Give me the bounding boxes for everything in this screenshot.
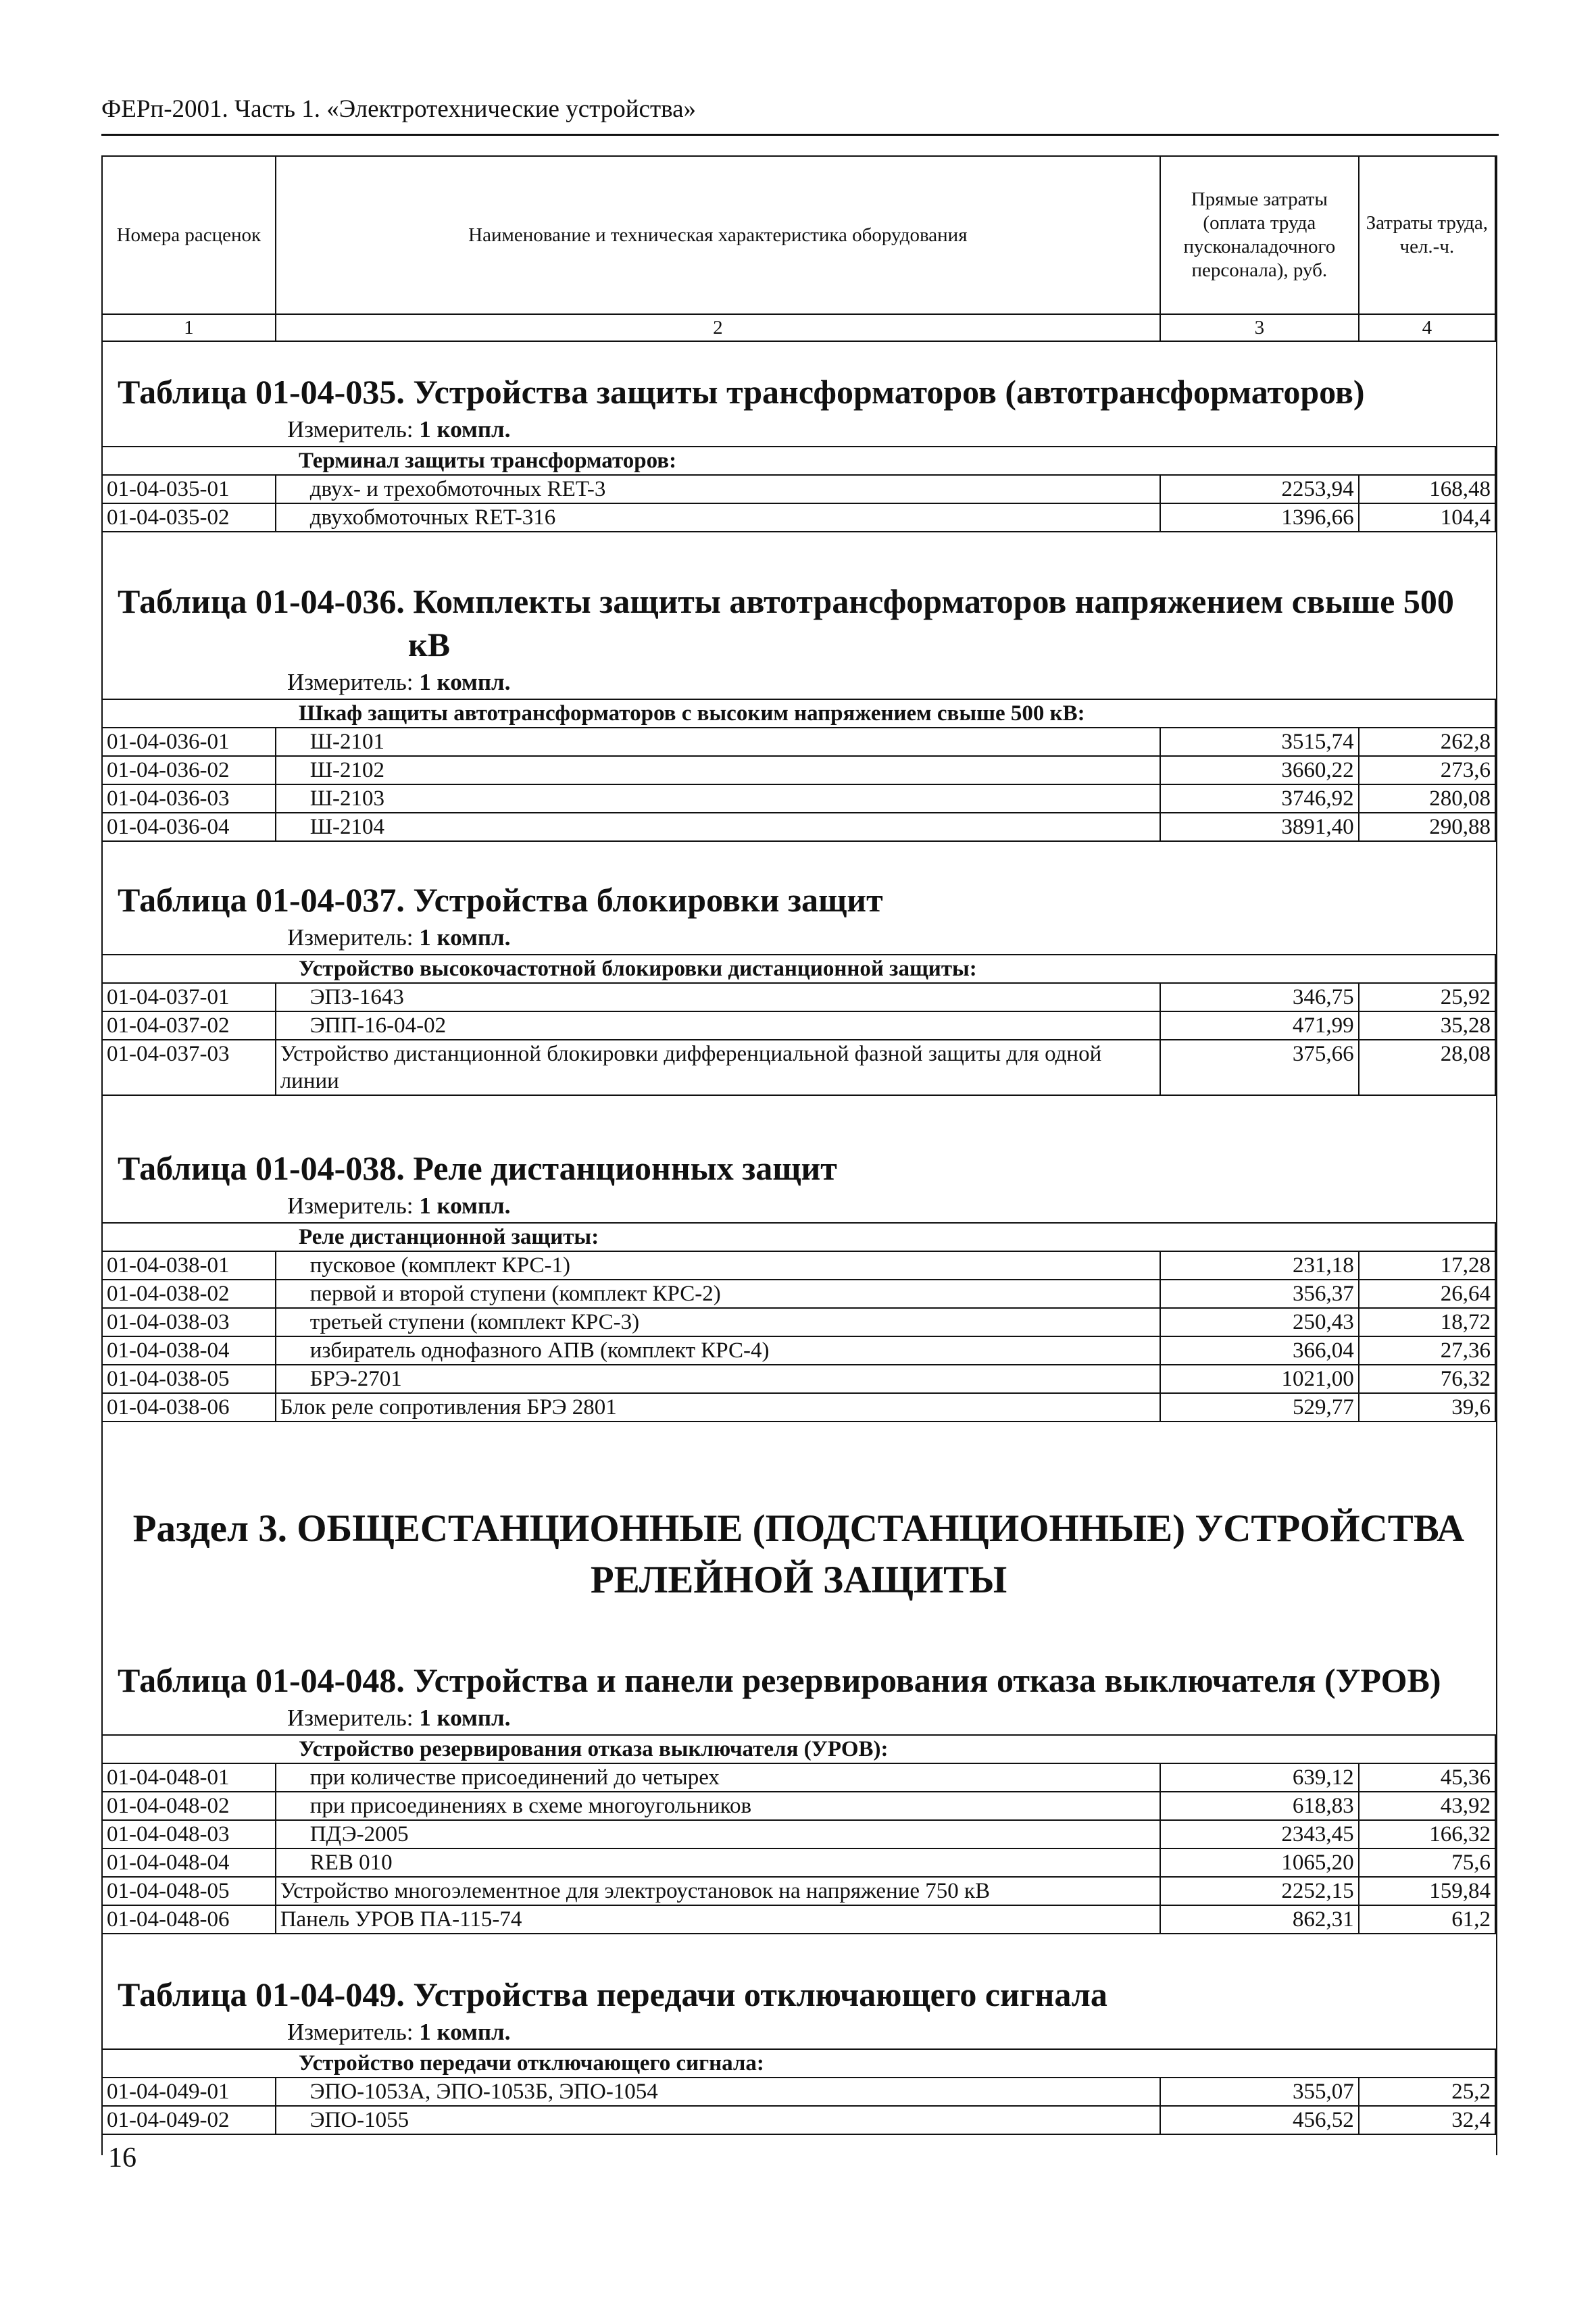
direct-cost: 456,52 — [1160, 2106, 1359, 2134]
table-section — [101, 1659, 1496, 1934]
equipment-name: Блок реле сопротивления БРЭ 2801 — [276, 1393, 1160, 1422]
table-row — [102, 2106, 1495, 2134]
direct-cost: 3891,40 — [1160, 813, 1359, 841]
measure-label: Измеритель: — [287, 1192, 414, 1219]
group-heading: Устройство резервирования отказа выключателя (УРОВ): — [102, 1735, 1495, 1763]
direct-cost: 3660,22 — [1160, 756, 1359, 784]
direct-cost: 366,04 — [1160, 1336, 1359, 1365]
equipment-name: Ш-2102 — [276, 756, 1160, 784]
column-header-table — [101, 155, 1496, 342]
equipment-name: Панель УРОВ ПА-115-74 — [276, 1905, 1160, 1934]
direct-cost: 3515,74 — [1160, 728, 1359, 756]
measure-label: Измеритель: — [287, 416, 414, 443]
equipment-name: третьей ступени (комплект КРС-3) — [276, 1308, 1160, 1336]
rate-code: 01-04-037-03 — [102, 1040, 276, 1095]
table-row — [102, 813, 1495, 841]
rate-code: 01-04-035-02 — [102, 503, 276, 532]
labor-cost: 166,32 — [1359, 1820, 1495, 1848]
rates-table — [101, 699, 1496, 842]
table-title — [118, 370, 1496, 413]
column-number-3: 3 — [1160, 314, 1359, 341]
labor-cost: 27,36 — [1359, 1336, 1495, 1365]
rates-table — [101, 1734, 1496, 1934]
labor-cost: 17,28 — [1359, 1251, 1495, 1280]
table-row — [102, 503, 1495, 532]
direct-cost: 862,31 — [1160, 1905, 1359, 1934]
measure-label: Измеритель: — [287, 924, 414, 951]
equipment-name: при количестве присоединений до четырех — [276, 1763, 1160, 1792]
table-row — [102, 1763, 1495, 1792]
table-row — [102, 1905, 1495, 1934]
direct-cost: 250,43 — [1160, 1308, 1359, 1336]
direct-cost: 2343,45 — [1160, 1820, 1359, 1848]
table-title-text: Таблица 01-04-035. Устройства защиты трансформаторов (автотрансформаторов) — [118, 373, 1365, 411]
equipment-name: первой и второй ступени (комплект КРС-2) — [276, 1280, 1160, 1308]
table-section — [101, 878, 1496, 1096]
rate-code: 01-04-038-06 — [102, 1393, 276, 1422]
rate-code: 01-04-038-02 — [102, 1280, 276, 1308]
table-row — [102, 728, 1495, 756]
group-heading: Устройство высокочастотной блокировки дистанционной защиты: — [102, 955, 1495, 983]
equipment-name: двух- и трехобмоточных RET-3 — [276, 475, 1160, 503]
direct-cost: 355,07 — [1160, 2078, 1359, 2106]
rate-code: 01-04-036-03 — [102, 784, 276, 813]
labor-cost: 25,92 — [1359, 983, 1495, 1011]
measure-unit — [287, 666, 1496, 699]
direct-cost: 346,75 — [1160, 983, 1359, 1011]
table-title-text: Таблица 01-04-048. Устройства и панели резервирования отказа выключателя (УРОВ) — [118, 1661, 1441, 1699]
direct-cost: 1021,00 — [1160, 1365, 1359, 1393]
equipment-name: пусковое (комплект КРС-1) — [276, 1251, 1160, 1280]
rate-code: 01-04-038-05 — [102, 1365, 276, 1393]
section-heading-line-1: Раздел 3. ОБЩЕСТАНЦИОННЫЕ (ПОДСТАНЦИОННЫЕ) УСТРОЙСТВА — [132, 1507, 1465, 1550]
table-row — [102, 1040, 1495, 1095]
table-title — [118, 580, 1496, 666]
rate-code: 01-04-048-03 — [102, 1820, 276, 1848]
measure-unit — [287, 413, 1496, 446]
direct-cost: 529,77 — [1160, 1393, 1359, 1422]
group-row — [102, 955, 1495, 983]
labor-cost: 18,72 — [1359, 1308, 1495, 1336]
rate-code: 01-04-038-03 — [102, 1308, 276, 1336]
equipment-name: ПДЭ-2005 — [276, 1820, 1160, 1848]
table-row — [102, 1877, 1495, 1905]
group-row — [102, 699, 1495, 728]
direct-cost: 618,83 — [1160, 1792, 1359, 1820]
table-title — [118, 1147, 1496, 1190]
direct-cost: 231,18 — [1160, 1251, 1359, 1280]
rate-code: 01-04-036-01 — [102, 728, 276, 756]
measure-value: 1 компл. — [419, 1192, 511, 1219]
measure-label: Измеритель: — [287, 669, 414, 695]
rate-code: 01-04-048-04 — [102, 1848, 276, 1877]
group-row — [102, 2049, 1495, 2078]
column-header-code: Номера расценок — [102, 156, 276, 314]
equipment-name: ЭПО-1055 — [276, 2106, 1160, 2134]
labor-cost: 159,84 — [1359, 1877, 1495, 1905]
measure-value: 1 компл. — [419, 416, 511, 443]
group-row — [102, 447, 1495, 475]
measure-value: 1 компл. — [419, 1705, 511, 1731]
labor-cost: 76,32 — [1359, 1365, 1495, 1393]
labor-cost: 45,36 — [1359, 1763, 1495, 1792]
direct-cost: 639,12 — [1160, 1763, 1359, 1792]
rate-code: 01-04-036-04 — [102, 813, 276, 841]
labor-cost: 280,08 — [1359, 784, 1495, 813]
table-row — [102, 1336, 1495, 1365]
table-row — [102, 475, 1495, 503]
labor-cost: 75,6 — [1359, 1848, 1495, 1877]
table-row — [102, 1820, 1495, 1848]
table-row — [102, 983, 1495, 1011]
group-row — [102, 1223, 1495, 1251]
rate-code: 01-04-048-05 — [102, 1877, 276, 1905]
table-section — [101, 1973, 1496, 2135]
rate-code: 01-04-038-04 — [102, 1336, 276, 1365]
equipment-name: избиратель однофазного АПВ (комплект КРС-4) — [276, 1336, 1160, 1365]
table-title-continuation: кВ — [408, 626, 451, 663]
table-title — [118, 878, 1496, 922]
labor-cost: 35,28 — [1359, 1011, 1495, 1040]
table-title-text: Таблица 01-04-049. Устройства передачи отключающего сигнала — [118, 1976, 1107, 2013]
table-title-text: Таблица 01-04-037. Устройства блокировки защит — [118, 881, 883, 919]
header-rule — [101, 134, 1499, 136]
section-heading-line-2: РЕЛЕЙНОЙ ЗАЩИТЫ — [590, 1559, 1007, 1601]
equipment-name: ЭПЗ-1643 — [276, 983, 1160, 1011]
running-header: ФЕРп-2001. Часть 1. «Электротехнические устройства» — [101, 95, 697, 123]
column-number-2: 2 — [276, 314, 1160, 341]
column-header-cost: Прямые затраты (оплата труда пусконаладочного персонала), руб. — [1160, 156, 1359, 314]
equipment-name: Ш-2104 — [276, 813, 1160, 841]
measure-unit — [287, 2016, 1496, 2048]
table-title — [118, 1973, 1496, 2016]
table-row — [102, 784, 1495, 813]
direct-cost: 471,99 — [1160, 1011, 1359, 1040]
equipment-name: REB 010 — [276, 1848, 1160, 1877]
measure-unit — [287, 922, 1496, 954]
equipment-name: Устройство многоэлементное для электроустановок на напряжение 750 кВ — [276, 1877, 1160, 1905]
table-row — [102, 1393, 1495, 1422]
rate-code: 01-04-048-06 — [102, 1905, 276, 1934]
table-title-text: Таблица 01-04-038. Реле дистанционных защит — [118, 1149, 837, 1187]
rate-code: 01-04-038-01 — [102, 1251, 276, 1280]
equipment-name: Ш-2103 — [276, 784, 1160, 813]
labor-cost: 25,2 — [1359, 2078, 1495, 2106]
equipment-name: Ш-2101 — [276, 728, 1160, 756]
equipment-name: БРЭ-2701 — [276, 1365, 1160, 1393]
table-row — [102, 1011, 1495, 1040]
direct-cost: 2253,94 — [1160, 475, 1359, 503]
table-title — [118, 1659, 1496, 1702]
group-heading: Реле дистанционной защиты: — [102, 1223, 1495, 1251]
equipment-name: ЭПО-1053А, ЭПО-1053Б, ЭПО-1054 — [276, 2078, 1160, 2106]
labor-cost: 168,48 — [1359, 475, 1495, 503]
rates-table — [101, 446, 1496, 532]
table-title-text: Таблица 01-04-036. Комплекты защиты автотрансформаторов напряжением свыше 500 — [118, 582, 1454, 620]
rate-code: 01-04-037-01 — [102, 983, 276, 1011]
group-heading: Шкаф защиты автотрансформаторов с высоким напряжением свыше 500 кВ: — [102, 699, 1495, 728]
rates-table — [101, 1222, 1496, 1422]
measure-label: Измеритель: — [287, 2019, 414, 2045]
table-section — [101, 1147, 1496, 1422]
measure-unit — [287, 1190, 1496, 1222]
labor-cost: 43,92 — [1359, 1792, 1495, 1820]
measure-value: 1 компл. — [419, 669, 511, 695]
section-heading — [101, 1503, 1496, 1606]
labor-cost: 32,4 — [1359, 2106, 1495, 2134]
table-row — [102, 1365, 1495, 1393]
page-number: 16 — [108, 2142, 136, 2173]
equipment-name: Устройство дистанционной блокировки дифференциальной фазной защиты для одной линии — [276, 1040, 1160, 1095]
rate-code: 01-04-037-02 — [102, 1011, 276, 1040]
rate-code: 01-04-036-02 — [102, 756, 276, 784]
equipment-name: ЭПП-16-04-02 — [276, 1011, 1160, 1040]
group-row — [102, 1735, 1495, 1763]
labor-cost: 262,8 — [1359, 728, 1495, 756]
labor-cost: 273,6 — [1359, 756, 1495, 784]
equipment-name: двухобмоточных RET-316 — [276, 503, 1160, 532]
direct-cost: 1396,66 — [1160, 503, 1359, 532]
direct-cost: 3746,92 — [1160, 784, 1359, 813]
labor-cost: 28,08 — [1359, 1040, 1495, 1095]
rate-code: 01-04-035-01 — [102, 475, 276, 503]
labor-cost: 26,64 — [1359, 1280, 1495, 1308]
measure-unit — [287, 1702, 1496, 1734]
rates-table — [101, 2048, 1496, 2135]
direct-cost: 1065,20 — [1160, 1848, 1359, 1877]
rates-table — [101, 954, 1496, 1096]
labor-cost: 290,88 — [1359, 813, 1495, 841]
labor-cost: 104,4 — [1359, 503, 1495, 532]
direct-cost: 2252,15 — [1160, 1877, 1359, 1905]
column-header-name: Наименование и техническая характеристика оборудования — [276, 156, 1160, 314]
column-number-1: 1 — [102, 314, 276, 341]
group-heading: Терминал защиты трансформаторов: — [102, 447, 1495, 475]
table-section — [101, 370, 1496, 532]
table-row — [102, 1792, 1495, 1820]
rate-code: 01-04-049-01 — [102, 2078, 276, 2106]
measure-value: 1 компл. — [419, 924, 511, 951]
equipment-name: при присоединениях в схеме многоугольников — [276, 1792, 1160, 1820]
column-number-4: 4 — [1359, 314, 1495, 341]
direct-cost: 375,66 — [1160, 1040, 1359, 1095]
column-header-labor: Затраты труда, чел.-ч. — [1359, 156, 1495, 314]
table-row — [102, 756, 1495, 784]
table-row — [102, 1308, 1495, 1336]
measure-value: 1 компл. — [419, 2019, 511, 2045]
group-heading: Устройство передачи отключающего сигнала: — [102, 2049, 1495, 2078]
labor-cost: 39,6 — [1359, 1393, 1495, 1422]
rate-code: 01-04-049-02 — [102, 2106, 276, 2134]
table-row — [102, 1280, 1495, 1308]
direct-cost: 356,37 — [1160, 1280, 1359, 1308]
labor-cost: 61,2 — [1359, 1905, 1495, 1934]
table-row — [102, 2078, 1495, 2106]
table-row — [102, 1251, 1495, 1280]
measure-label: Измеритель: — [287, 1705, 414, 1731]
rate-code: 01-04-048-01 — [102, 1763, 276, 1792]
table-row — [102, 1848, 1495, 1877]
table-section — [101, 580, 1496, 842]
rate-code: 01-04-048-02 — [102, 1792, 276, 1820]
